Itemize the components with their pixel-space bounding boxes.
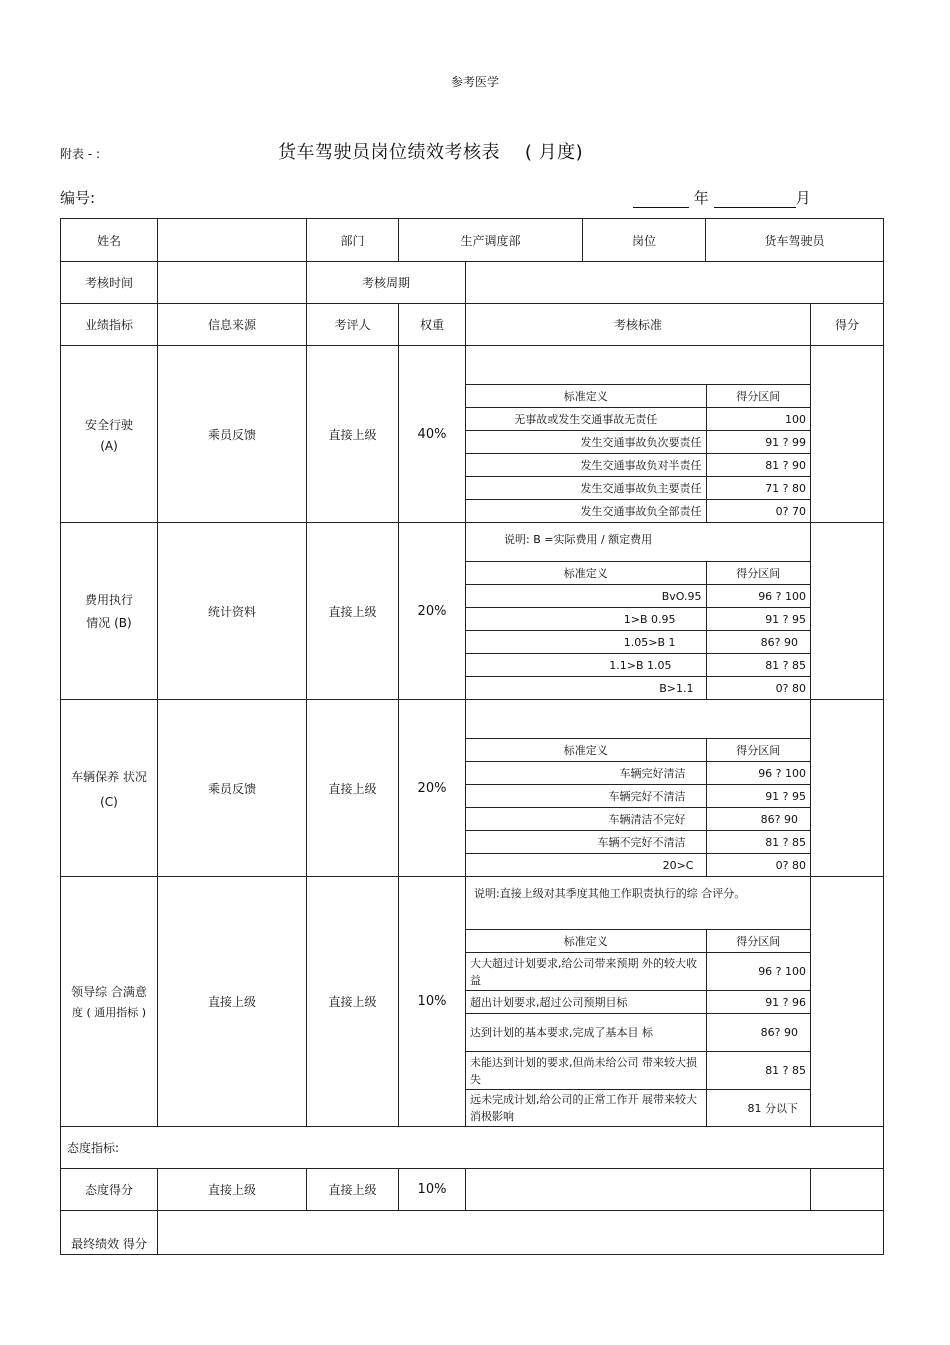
final-value[interactable] bbox=[158, 1210, 884, 1254]
time-row bbox=[61, 262, 884, 304]
attitude-standard bbox=[466, 1168, 811, 1210]
attitude-score-row bbox=[61, 1168, 884, 1210]
definition-text: 车辆完好不清洁 bbox=[466, 785, 706, 808]
col-indicator: 业绩指标 bbox=[61, 304, 158, 346]
month-blank[interactable] bbox=[714, 191, 796, 208]
info-row bbox=[61, 219, 884, 262]
standard-note: 说明:直接上级对其季度其他工作职责执行的综 合评分。 bbox=[474, 887, 746, 900]
final-label: 最终绩效 得分 bbox=[61, 1210, 158, 1254]
assessment-table bbox=[60, 218, 884, 1255]
col-source: 信息来源 bbox=[158, 304, 307, 346]
period-label: 考核周期 bbox=[307, 262, 466, 304]
standard-cell bbox=[466, 523, 811, 700]
range-text: 96 ? 100 bbox=[706, 762, 810, 785]
definition-text: 超出计划要求,超过公司预期目标 bbox=[466, 991, 706, 1014]
source-cell: 乘员反馈 bbox=[158, 346, 307, 523]
range-text: 71 ? 80 bbox=[706, 477, 810, 500]
title-text: 货车驾驶员岗位绩效考核表 bbox=[278, 142, 500, 163]
definition-text: 车辆清洁不完好 bbox=[466, 808, 706, 831]
definition-text: 车辆完好清洁 bbox=[466, 762, 706, 785]
definition-header: 标准定义 bbox=[466, 930, 706, 953]
indicator-name: 安全行驶 bbox=[84, 417, 133, 432]
indicator-code: (A) bbox=[100, 438, 118, 453]
post-label: 岗位 bbox=[583, 219, 706, 262]
weight-cell: 20% bbox=[399, 700, 466, 877]
section-safety bbox=[61, 346, 884, 523]
attitude-source: 直接上级 bbox=[158, 1168, 307, 1210]
indicator-code: (C) bbox=[100, 794, 118, 809]
definition-text: 发生交通事故负对半责任 bbox=[466, 454, 706, 477]
dept-value: 生产调度部 bbox=[399, 219, 583, 262]
range-text: 86? 90 bbox=[706, 808, 810, 831]
year-blank[interactable] bbox=[633, 191, 689, 208]
weight-cell: 10% bbox=[399, 877, 466, 1127]
definition-text: 1.1>B 1.05 bbox=[466, 654, 706, 677]
assessor-cell: 直接上级 bbox=[307, 700, 399, 877]
definition-text: 发生交通事故负次要责任 bbox=[466, 431, 706, 454]
assessor-cell: 直接上级 bbox=[307, 877, 399, 1127]
name-value[interactable] bbox=[158, 219, 307, 262]
title-suffix: ( 月度) bbox=[524, 142, 584, 163]
page-title bbox=[278, 138, 583, 164]
attitude-score-value[interactable] bbox=[811, 1168, 884, 1210]
time-label: 考核时间 bbox=[61, 262, 158, 304]
col-assessor: 考评人 bbox=[307, 304, 399, 346]
score-cell[interactable] bbox=[811, 877, 884, 1127]
page-header: 参考医学 bbox=[450, 75, 499, 89]
standard-cell bbox=[466, 877, 811, 1127]
range-text: 100 bbox=[706, 408, 810, 431]
definition-text: 远未完成计划,给公司的正常工作开 展带来较大消极影响 bbox=[466, 1090, 706, 1126]
attitude-assessor: 直接上级 bbox=[307, 1168, 399, 1210]
range-header: 得分区间 bbox=[706, 562, 810, 585]
range-text: 81 ? 85 bbox=[706, 1052, 810, 1090]
range-text: 91 ? 96 bbox=[706, 991, 810, 1014]
range-text: 91 ? 99 bbox=[706, 431, 810, 454]
range-header: 得分区间 bbox=[706, 385, 810, 408]
indicator-name: 车辆保养 状况 bbox=[71, 769, 147, 784]
appendix-label: 附表 - : bbox=[60, 147, 101, 161]
indicator-code: 度 ( 通用指标 ) bbox=[71, 1005, 147, 1019]
indicator-code: 情况 (B) bbox=[86, 616, 132, 630]
definition-text: 未能达到计划的要求,但尚未给公司 带来较大损失 bbox=[466, 1052, 706, 1090]
range-text: 0? 80 bbox=[706, 854, 810, 877]
definition-text: 大大超过计划要求,给公司带来预期 外的较大收益 bbox=[466, 953, 706, 991]
weight-cell: 40% bbox=[399, 346, 466, 523]
post-value: 货车驾驶员 bbox=[706, 219, 884, 262]
score-cell[interactable] bbox=[811, 700, 884, 877]
source-cell: 统计资料 bbox=[158, 523, 307, 700]
date-line bbox=[633, 187, 811, 208]
definition-text: 发生交通事故负全部责任 bbox=[466, 500, 706, 523]
name-label: 姓名 bbox=[61, 219, 158, 262]
attitude-weight: 10% bbox=[399, 1168, 466, 1210]
standard-table bbox=[466, 929, 810, 1126]
range-text: 96 ? 100 bbox=[706, 585, 810, 608]
dept-label: 部门 bbox=[307, 219, 399, 262]
assessor-cell: 直接上级 bbox=[307, 523, 399, 700]
col-standard: 考核标准 bbox=[466, 304, 811, 346]
section-leadership bbox=[61, 877, 884, 1127]
attitude-label-row bbox=[61, 1126, 884, 1168]
definition-text: BvO.95 bbox=[466, 585, 706, 608]
definition-header: 标准定义 bbox=[466, 562, 706, 585]
range-header: 得分区间 bbox=[706, 930, 810, 953]
standard-cell bbox=[466, 346, 811, 523]
definition-header: 标准定义 bbox=[466, 385, 706, 408]
period-value[interactable] bbox=[466, 262, 884, 304]
indicator-cell bbox=[61, 523, 158, 700]
definition-text: 车辆不完好不清洁 bbox=[466, 831, 706, 854]
indicator-cell bbox=[61, 346, 158, 523]
score-cell[interactable] bbox=[811, 523, 884, 700]
definition-text: 无事故或发生交通事故无责任 bbox=[466, 408, 706, 431]
attitude-label: 态度指标: bbox=[61, 1126, 884, 1168]
range-text: 91 ? 95 bbox=[706, 608, 810, 631]
range-text: 91 ? 95 bbox=[706, 785, 810, 808]
range-text: 81 ? 85 bbox=[706, 654, 810, 677]
definition-text: 20>C bbox=[466, 854, 706, 877]
standard-note: 说明: B =实际费用 / 额定费用 bbox=[504, 533, 653, 546]
time-value[interactable] bbox=[158, 262, 307, 304]
section-cost bbox=[61, 523, 884, 700]
source-cell: 乘员反馈 bbox=[158, 700, 307, 877]
range-text: 86? 90 bbox=[706, 631, 810, 654]
definition-text: 1.05>B 1 bbox=[466, 631, 706, 654]
definition-text: 达到计划的基本要求,完成了基本目 标 bbox=[466, 1014, 706, 1052]
range-text: 81 分以下 bbox=[706, 1090, 810, 1126]
range-text: 81 ? 90 bbox=[706, 454, 810, 477]
column-header-row bbox=[61, 304, 884, 346]
range-text: 96 ? 100 bbox=[706, 953, 810, 991]
source-cell: 直接上级 bbox=[158, 877, 307, 1127]
standard-table bbox=[466, 561, 810, 699]
standard-cell bbox=[466, 700, 811, 877]
col-weight: 权重 bbox=[399, 304, 466, 346]
definition-text: 1>B 0.95 bbox=[466, 608, 706, 631]
range-text: 0? 70 bbox=[706, 500, 810, 523]
indicator-cell bbox=[61, 700, 158, 877]
definition-text: 发生交通事故负主要责任 bbox=[466, 477, 706, 500]
final-row bbox=[61, 1210, 884, 1254]
serial-label: 编号: bbox=[60, 189, 96, 207]
attitude-score-label: 态度得分 bbox=[61, 1168, 158, 1210]
year-label: 年 bbox=[693, 189, 709, 207]
weight-cell: 20% bbox=[399, 523, 466, 700]
definition-text: B>1.1 bbox=[466, 677, 706, 700]
indicator-name: 费用执行 bbox=[84, 593, 133, 607]
indicator-name: 领导综 合满意 bbox=[71, 984, 147, 999]
range-text: 86? 90 bbox=[706, 1014, 810, 1052]
assessor-cell: 直接上级 bbox=[307, 346, 399, 523]
col-score: 得分 bbox=[811, 304, 884, 346]
range-text: 81 ? 85 bbox=[706, 831, 810, 854]
indicator-cell bbox=[61, 877, 158, 1127]
definition-header: 标准定义 bbox=[466, 739, 706, 762]
month-label: 月 bbox=[795, 189, 811, 207]
score-cell[interactable] bbox=[811, 346, 884, 523]
section-maintenance bbox=[61, 700, 884, 877]
standard-table bbox=[466, 738, 810, 876]
standard-table bbox=[466, 384, 810, 522]
range-text: 0? 80 bbox=[706, 677, 810, 700]
range-header: 得分区间 bbox=[706, 739, 810, 762]
